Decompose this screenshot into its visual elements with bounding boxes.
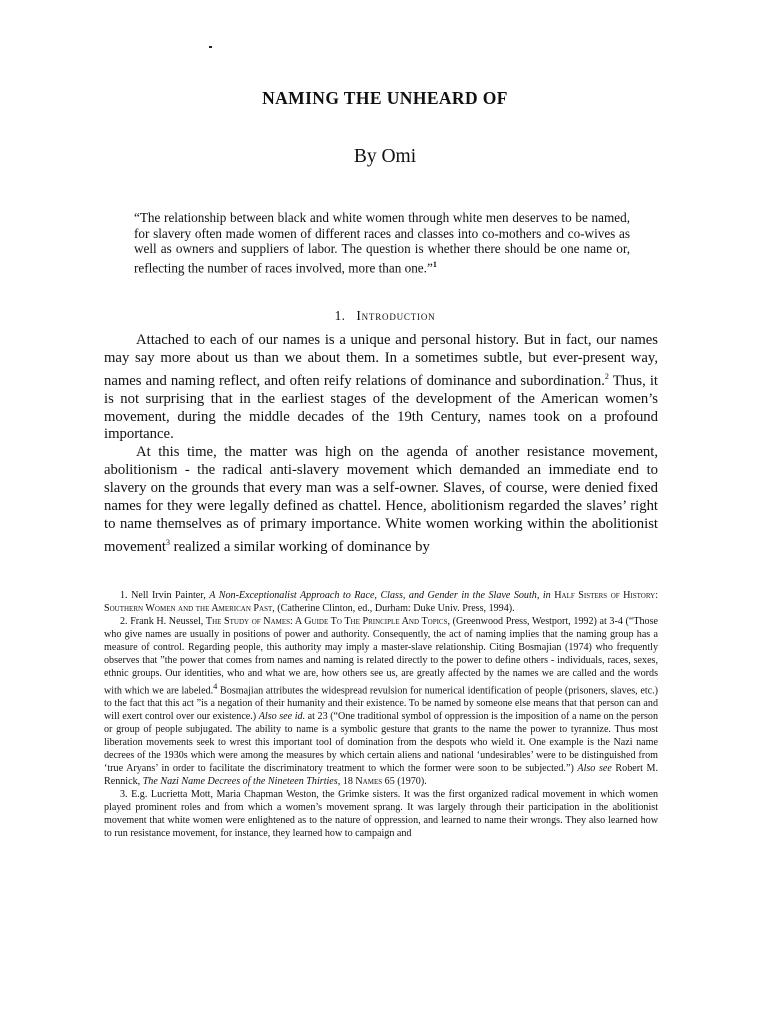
body-paragraph-1-text-a: Attached to each of our names is a unique and personal history. But in fact, our names may say more about us than we about them. In a sometimes subtle, but ever-present way, names and naming reflect, and often reify relations of dominance and subordination. <box>104 332 658 389</box>
body-paragraph-2 <box>104 444 658 556</box>
footnote-2-also-see-id: Also see id. <box>258 711 306 723</box>
footnote-marker-2: 2 <box>604 371 609 381</box>
epigraph <box>134 210 630 276</box>
footnote-2-volume: , 18 <box>337 776 356 788</box>
body-paragraph-2-text-a: At this time, the matter was high on the agenda of another resistance movement, abolitionism - the radical anti-slavery movement which demanded an immediate end to slavery on the grounds that every man was a self-owner. Slaves, of course, were denied fixed names for they were legally defined as chattel. Hence, abolitionism regarded the slaves’ right to name themselves as of primary importance. White women working within the abolitionist movement <box>104 444 658 555</box>
footnote-1-book-title: Half Sisters of History: Southern Women and the American Past <box>104 590 658 614</box>
footnote-2-quote-2: at 23 (“One traditional symbol of oppression is the imposition of a name on the person or group of people subjugated. The ability to name is a symbolic gesture that grants to the name the power to tyrannize. Thus most liberation movements seek to wrest this important tool of domination from the despots who wield it. One example is the Nazi name decrees of the 1930s which were among the measures by which certain aliens and national ‘undesirables’ were to be distinguished from ‘true Aryans’ in order to facilitate the discriminatory treatment to which the former were soon to be subjected.”) <box>104 711 658 775</box>
epigraph-footnote-marker: 1 <box>432 259 437 269</box>
body-paragraph-2-text-b: realized a similar working of dominance by <box>170 538 430 555</box>
footnote-1-text: 1. Nell Irvin Painter, <box>120 590 210 601</box>
footnote-2 <box>104 615 658 788</box>
body-paragraph-1-text-b: Thus, it is not surprising that in the earliest stages of the development of the American women’s movement, during the middle decades of the 19th Century, names took on a profound importance. <box>104 372 658 443</box>
footnote-2-book-title: The Study of Names: A Guide To The Principle And Topics <box>205 616 448 627</box>
footnote-2-journal: Names <box>355 776 383 788</box>
section-title: Introduction <box>356 308 436 323</box>
footnote-1-in: in <box>542 590 551 601</box>
footnote-1-sep: , <box>536 590 543 601</box>
footnote-2-marker: 4 <box>213 682 218 691</box>
body-text <box>104 332 658 557</box>
footnote-2-quote: , (Greenwood Press, Westport, 1992) at 3-4 (“Those who give names are usually in positions of power and authority. Consequently, the act of naming implies that the naming group has a measure of control. Regarding people, this authority may imply a master-slave relationship. Citing Bosmajian (1974) who frequently observes that ”the power that comes from names and naming is related directly to the power to define others - individuals, races, sexes, ethnic groups. Our identities, who and what we are, how others see us, are greatly affected by the names we are called and the words with which we are labeled. <box>104 616 658 697</box>
footnote-1-publication: , (Catherine Clinton, ed., Durham: Duke Univ. Press, 1994). <box>272 603 515 614</box>
footnote-1-article-title: A Non-Exceptionalist Approach to Race, Class, and Gender in the Slave South <box>209 590 537 601</box>
footnote-3-text: 3. E.g. Lucrietta Mott, Maria Chapman Weston, the Grimke sisters. It was the first organized radical movement in which women played prominent roles and from which a women’s movement sprang. It was largely through their participation in the abolitionist movement that white women were enlightened as to the nature of oppression, and learned to name their wrongs. They also learned how to run resistance movement, for instance, they learned how to campaign and <box>104 789 658 840</box>
footnote-1 <box>104 589 658 615</box>
footnote-2-also-see: Also see <box>577 763 612 775</box>
article-title: NAMING THE UNHEARD OF <box>262 88 508 108</box>
footnote-2-pages: 65 (1970). <box>382 776 427 788</box>
footnote-2-text: 2. Frank H. Neussel, <box>120 616 206 627</box>
article-author: By Omi <box>353 146 417 167</box>
footnote-2-article-title-2: The Nazi Name Decrees of the Nineteen Thirties <box>142 776 338 788</box>
epigraph-text: “The relationship between black and white women through white men deserves to be named, for slavery often made women of different races and classes into co-mothers and co-wives as well as owners and suppliers of labor. The question is whether there should be one name or, reflecting the number of races involved, more than one.” <box>134 210 630 276</box>
footnote-2-quote-cont: Bosmajian attributes the widespread revulsion for numerical identification of people (prisoners, slaves, etc.) to the fact that this act ”is a negation of their humanity and their existence. To be named by someone else means that that person can and will exert control over our existence.) <box>104 685 658 723</box>
footnote-2-author-2: Robert M. Rennick, <box>104 763 658 788</box>
body-paragraph-1 <box>104 332 658 444</box>
scan-mark <box>209 46 212 48</box>
footnote-marker-3: 3 <box>166 537 170 547</box>
section-number: 1. <box>334 308 346 323</box>
footnote-3 <box>104 788 658 840</box>
section-heading <box>0 308 770 324</box>
footnotes <box>104 589 658 840</box>
